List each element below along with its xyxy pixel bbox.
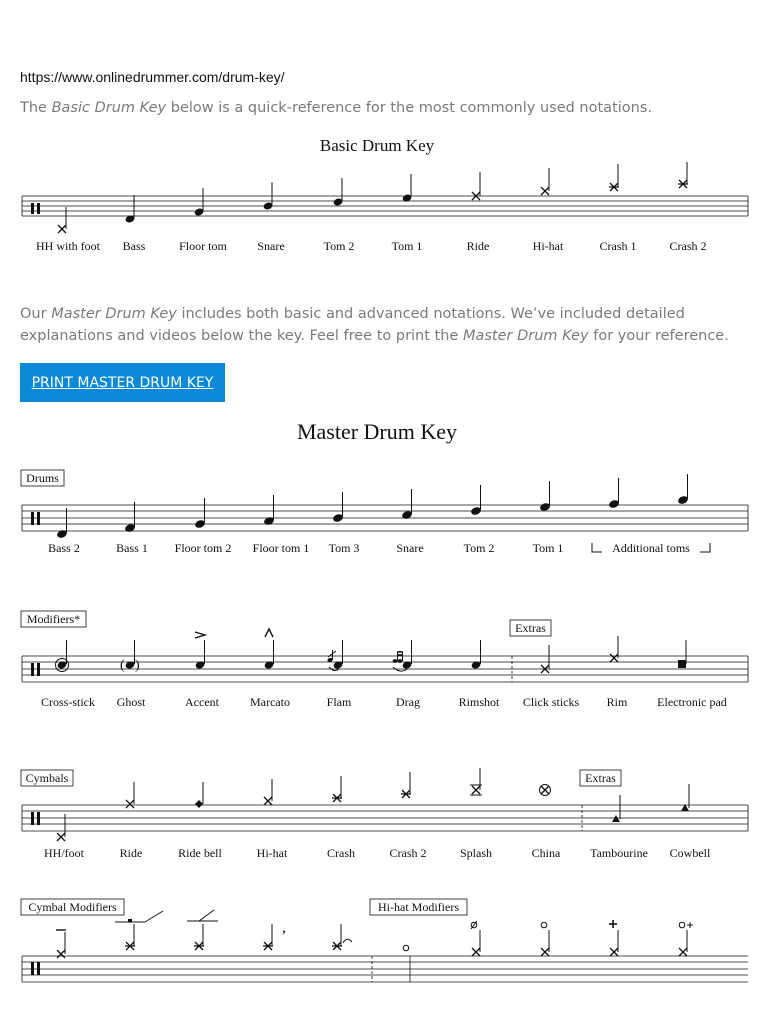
note-tom-1	[402, 174, 413, 203]
cymbal-modifiers-clef	[31, 962, 40, 975]
basic-label: Tom 1	[391, 239, 423, 253]
modifier-label: Drag	[396, 695, 420, 709]
master-emphasis-1: Master Drum Key	[51, 306, 177, 322]
note-floor-tom-2	[194, 498, 206, 529]
extras-box-cymbals-label: Extras	[585, 771, 616, 785]
basic-label: Crash 2	[669, 239, 707, 253]
intro-text-2: below is a quick-reference for the most commonly used notations.	[166, 100, 653, 116]
note-tom-3	[332, 492, 344, 523]
svg-text:(: (	[120, 658, 125, 673]
print-master-drum-key-button[interactable]: PRINT MASTER DRUM KEY	[20, 363, 225, 402]
cymbals-box-label: Cymbals	[25, 771, 69, 785]
note-bass-1	[124, 502, 136, 533]
svg-text:,: ,	[282, 919, 286, 936]
drum-label: Floor tom 1	[252, 541, 310, 555]
note-hihat-mod-3	[541, 922, 549, 956]
note-tom-1-master	[539, 481, 551, 512]
note-hihat-mod-2	[471, 921, 480, 956]
drums-box-label: Drums	[26, 471, 59, 485]
modifier-notes	[56, 629, 687, 673]
drum-notes	[56, 474, 689, 539]
master-text-1: Our	[20, 306, 52, 322]
basic-label: Bass	[122, 239, 146, 253]
note-cowbell	[681, 784, 689, 811]
source-url[interactable]: https://www.onlinedrummer.com/drum-key/	[20, 69, 285, 85]
note-cymbal-mod-5	[332, 924, 352, 950]
svg-text:): )	[135, 658, 140, 673]
note-snare-master	[401, 489, 413, 520]
modifier-label: Electronic pad	[657, 695, 727, 709]
basic-labels	[36, 239, 707, 253]
intro-text-1: The	[20, 100, 52, 116]
cymbal-label: Tambourine	[590, 846, 648, 860]
master-text-4: for your reference.	[588, 328, 729, 344]
note-cymbal-mod-4	[263, 919, 286, 950]
basic-label: Snare	[257, 239, 285, 253]
cymbal-label: China	[531, 846, 561, 860]
note-accent	[195, 632, 206, 670]
drum-label: Bass 1	[116, 541, 148, 555]
basic-label: Tom 2	[323, 239, 355, 253]
cymbal-modifier-notes	[56, 910, 693, 958]
note-cymbal-mod-1	[56, 930, 66, 958]
master-text-3: explanations and videos below the key. Feel free to print the	[20, 328, 463, 344]
modifier-label: Accent	[185, 695, 219, 709]
cymbal-modifiers-box-label: Cymbal Modifiers	[28, 900, 117, 914]
drums-labels	[48, 541, 690, 555]
basic-clef	[31, 203, 40, 214]
note-hi-hat-master	[264, 779, 272, 805]
note-bass-2	[56, 508, 68, 539]
basic-label: Ride	[466, 239, 490, 253]
note-crash-1	[609, 164, 619, 191]
modifiers-clef	[31, 663, 40, 676]
cymbal-label: Crash 2	[389, 846, 427, 860]
drum-label: Bass 2	[48, 541, 80, 555]
cymbal-label: Ride bell	[178, 846, 222, 860]
note-flam	[327, 640, 344, 671]
note-rimshot	[471, 640, 482, 670]
master-emphasis-2: Master Drum Key	[462, 328, 589, 344]
drum-label-additional-toms: Additional toms	[612, 541, 690, 555]
basic-label: Crash 1	[599, 239, 637, 253]
note-splash	[470, 768, 482, 795]
modifier-label: Click sticks	[522, 695, 580, 709]
note-crash-2	[678, 162, 688, 188]
modifier-label: Ghost	[116, 695, 146, 709]
note-marcato	[264, 629, 275, 670]
note-hihat-mod-5	[679, 922, 693, 956]
modifiers-box-label: Modifiers*	[26, 612, 81, 626]
cymbal-label: Crash	[327, 846, 355, 860]
cymbal-label: Splash	[459, 846, 493, 860]
note-cymbal-mod-3	[187, 910, 218, 950]
cymbal-modifiers-staff	[22, 956, 748, 982]
note-floor-tom-1	[263, 495, 275, 526]
note-hihat-mod-1	[403, 945, 409, 951]
cymbals-staff	[22, 805, 748, 831]
drum-label: Floor tom 2	[174, 541, 232, 555]
drum-label: Tom 1	[532, 541, 564, 555]
basic-label: Hi-hat	[532, 239, 564, 253]
basic-label: Floor tom	[179, 239, 227, 253]
drum-label: Tom 3	[328, 541, 360, 555]
cymbals-clef	[31, 812, 40, 825]
note-hihat-mod-4	[609, 920, 618, 956]
note-additional-tom-a	[608, 478, 620, 509]
note-bass	[125, 195, 136, 224]
hihat-modifiers-box-label: Hi-hat Modifiers	[378, 900, 459, 914]
cymbals-labels	[44, 846, 711, 860]
master-text-2: includes both basic and advanced notations. We’ve included detailed	[176, 306, 685, 322]
cymbal-label: Hi-hat	[256, 846, 288, 860]
intro-emphasis: Basic Drum Key	[51, 100, 167, 116]
note-floor-tom	[194, 188, 205, 217]
modifiers-labels	[41, 695, 727, 709]
basic-staff	[22, 196, 748, 216]
drum-label: Tom 2	[463, 541, 495, 555]
note-ride-bell	[195, 782, 203, 808]
drums-clef	[31, 512, 40, 525]
modifier-label: Cross-stick	[41, 695, 95, 709]
note-drag	[393, 640, 413, 671]
note-ghost	[120, 640, 140, 673]
note-tom-2-master	[470, 485, 482, 516]
cymbal-label: Ride	[119, 846, 143, 860]
modifier-label: Marcato	[250, 695, 290, 709]
extras-box-modifiers-label: Extras	[515, 621, 546, 635]
note-crash-master	[332, 776, 342, 802]
note-rim	[610, 636, 618, 662]
note-electronic-pad	[678, 640, 686, 668]
modifiers-staff	[22, 656, 748, 682]
master-key-title: Master Drum Key	[296, 419, 458, 444]
note-additional-tom-b	[677, 474, 689, 505]
basic-label: HH with foot	[36, 239, 100, 253]
note-crash-2-master	[401, 772, 411, 798]
basic-key-title: Basic Drum Key	[319, 136, 435, 155]
drum-label: Snare	[396, 541, 424, 555]
modifier-label: Rimshot	[458, 695, 500, 709]
note-cymbal-mod-2	[115, 911, 163, 950]
modifier-label: Rim	[606, 695, 628, 709]
note-tom-2	[333, 178, 344, 207]
note-ride-master	[126, 782, 134, 808]
cymbal-label: Cowbell	[669, 846, 711, 860]
cymbal-label: HH/foot	[44, 846, 84, 860]
note-china	[540, 768, 551, 796]
modifier-label: Flam	[326, 695, 352, 709]
note-hi-hat	[541, 168, 549, 195]
